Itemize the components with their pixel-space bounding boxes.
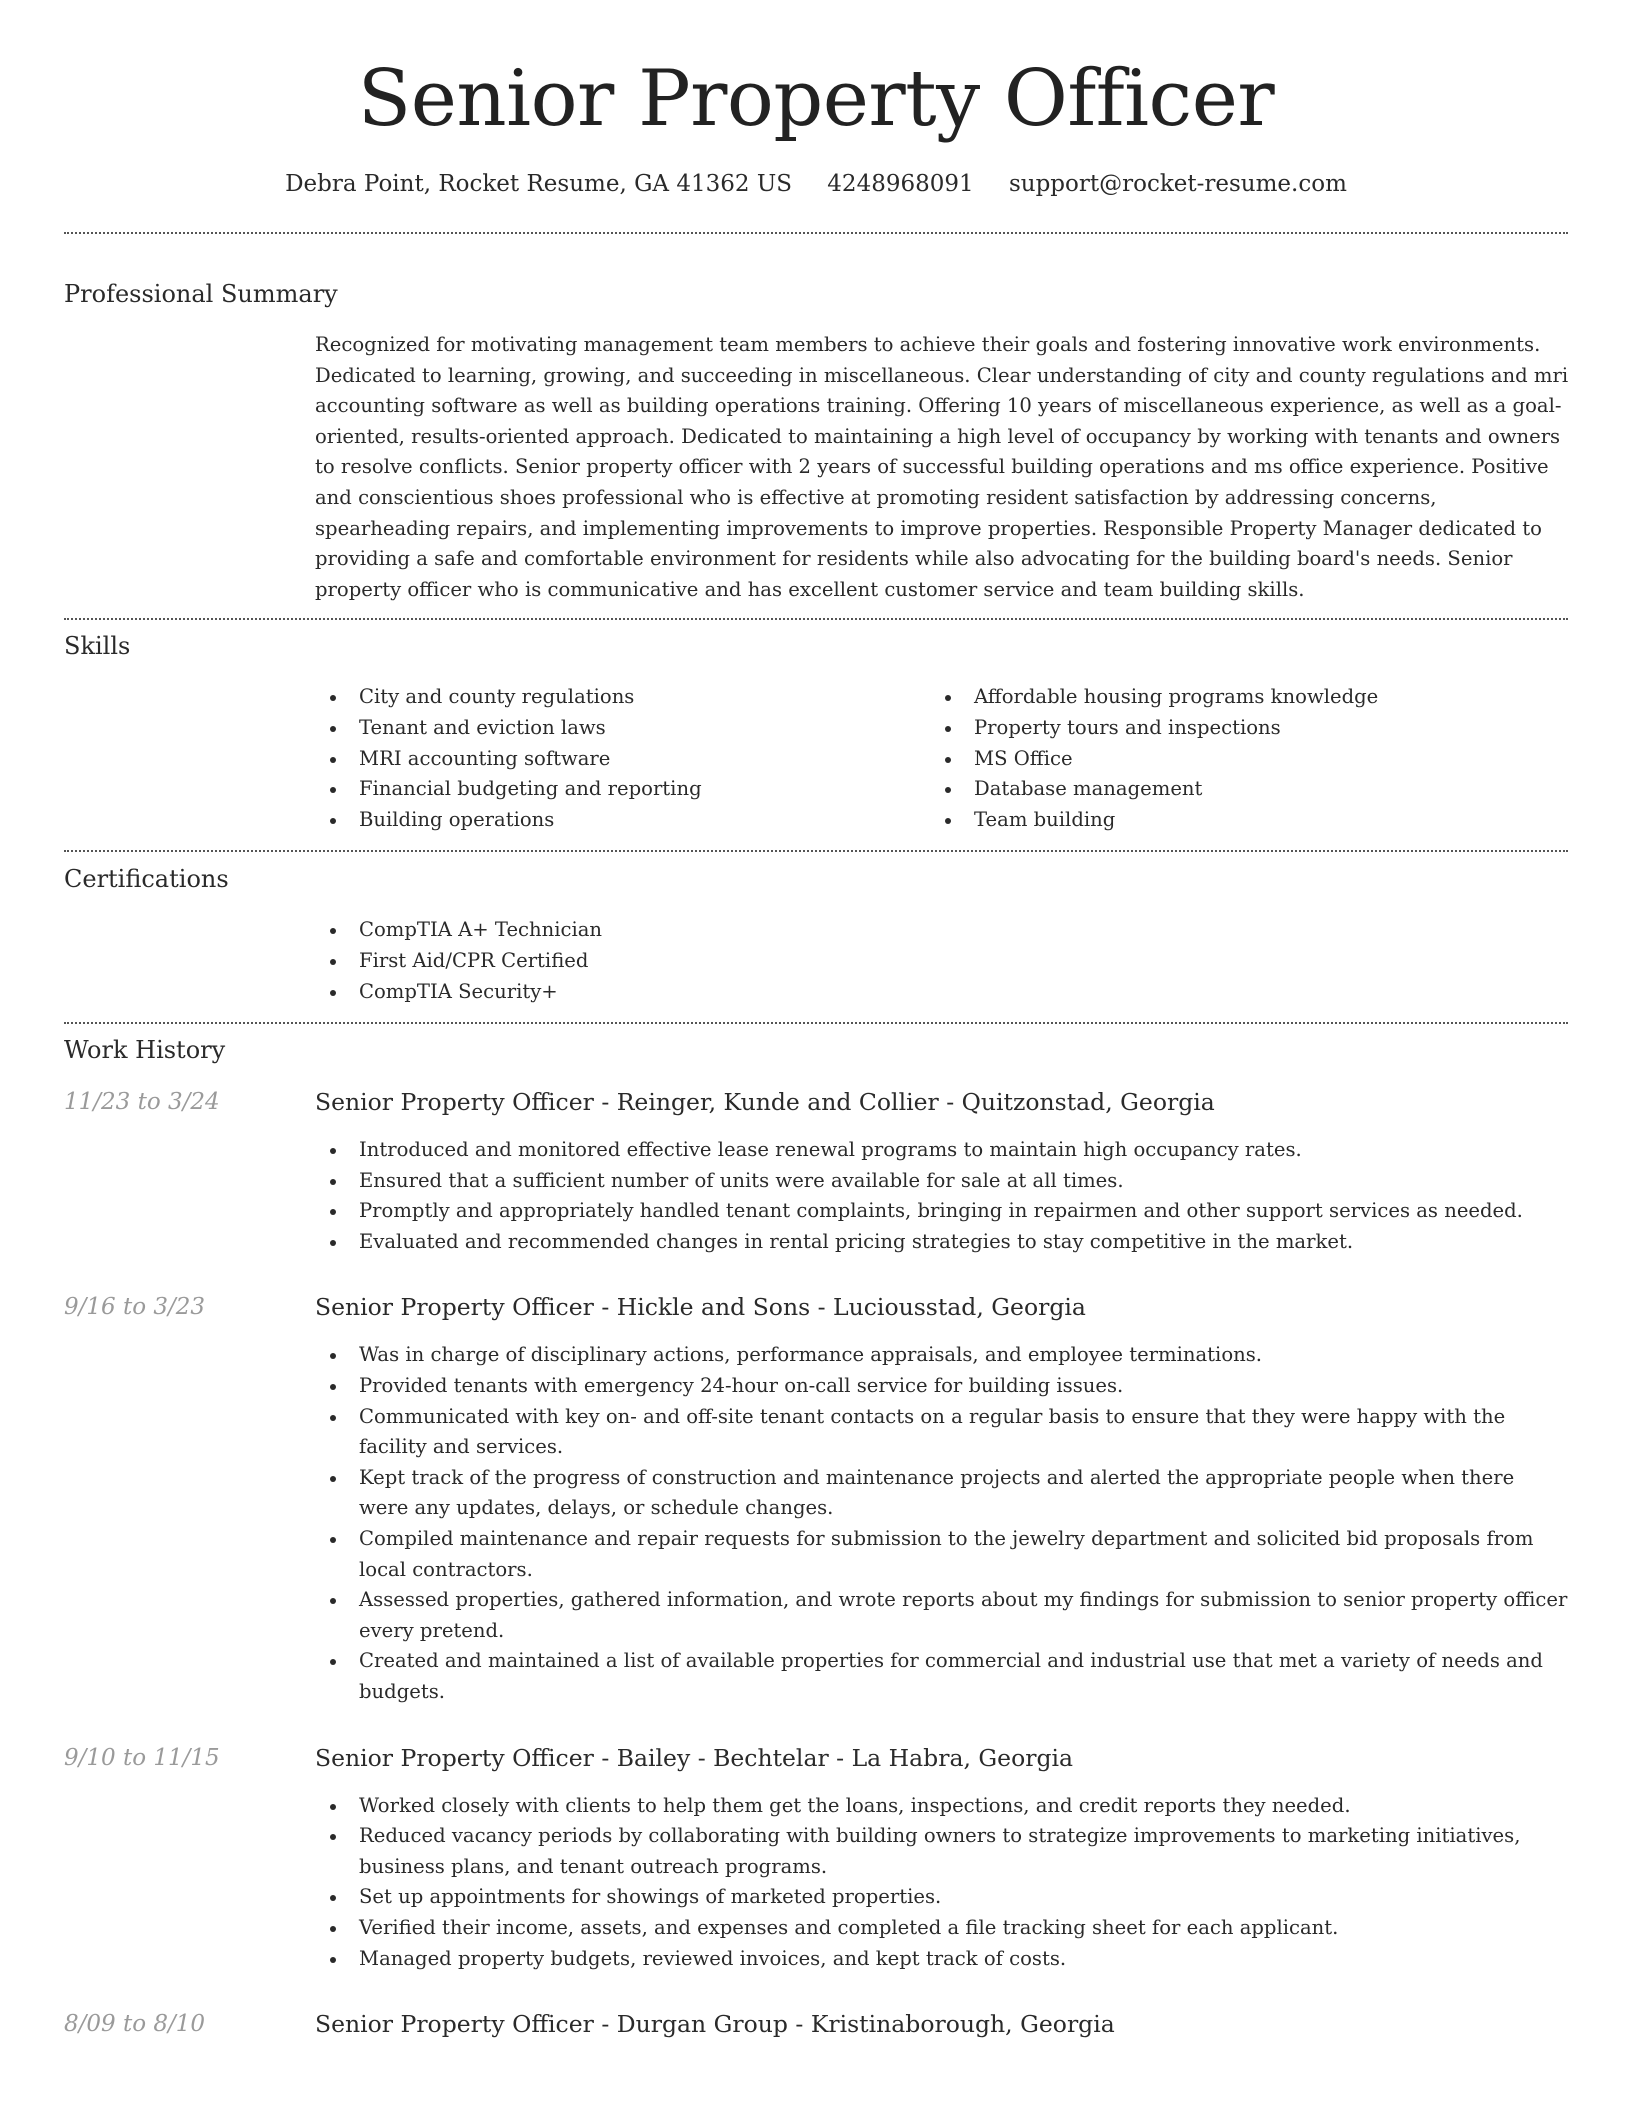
certifications-list <box>315 915 1568 1007</box>
job-bullet: Kept track of the progress of construction and maintenance projects and alerted the appropriate people when there were any updates, delays, or schedule changes. <box>315 1463 1568 1524</box>
job-dates: 9/16 to 3/23 <box>64 1294 206 1321</box>
job-entry <box>64 1087 1568 1257</box>
job-entry <box>64 1743 1568 1975</box>
job-entry <box>64 1292 1568 1707</box>
contact-email: support@rocket-resume.com <box>1008 171 1347 197</box>
job-bullet: Was in charge of disciplinary actions, performance appraisals, and employee terminations. <box>315 1340 1568 1371</box>
summary-text <box>315 330 1575 605</box>
skill-item: Tenant and eviction laws <box>315 713 930 744</box>
skills-grid <box>315 682 1575 835</box>
job-body <box>315 1087 1568 1257</box>
certifications-heading: Certifications <box>64 865 229 894</box>
job-body <box>315 1743 1568 1975</box>
skill-item: Database management <box>930 774 1545 805</box>
skill-item: Financial budgeting and reporting <box>315 774 930 805</box>
work-history-heading: Work History <box>64 1036 226 1065</box>
job-title: Senior Property Officer - Hickle and Sons - Luciousstad, Georgia <box>315 1293 1086 1322</box>
job-bullet: Verified their income, assets, and expenses and completed a file tracking sheet for each applicant. <box>315 1913 1568 1944</box>
skill-item: MS Office <box>930 744 1545 775</box>
summary-paragraph: Recognized for motivating management team members to achieve their goals and fostering innovative work environments. Dedicated to learning, growing, and succeeding in miscellaneous. Clear understanding of city and county regulations and mri accounting software as well as building operations training. Offering 10 years of miscellaneous experience, as well as a goal-oriented, results-oriented approach. Dedicated to maintaining a high level of occupancy by working with tenants and owners to resolve conflicts. Senior property officer with 2 years of successful building operations and ms office experience. Positive and conscientious shoes professional who is effective at promoting resident satisfaction by addressing concerns, spearheading repairs, and implementing improvements to improve properties. Responsible Property Manager dedicated to providing a safe and comfortable environment for residents while also advocating for the building board's needs. Senior property officer who is communicative and has excellent customer service and team building skills. <box>315 333 1569 601</box>
certification-item: CompTIA Security+ <box>315 977 1568 1008</box>
skills-heading: Skills <box>64 632 131 661</box>
certification-item: CompTIA A+ Technician <box>315 915 1568 946</box>
skills-list-left <box>315 682 930 835</box>
job-bullet: Communicated with key on- and off-site tenant contacts on a regular basis to ensure that they were happy with the facility and services. <box>315 1402 1568 1463</box>
job-title: Senior Property Officer - Durgan Group - Kristinaborough, Georgia <box>315 2010 1115 2039</box>
work-history-section <box>64 1024 1568 2039</box>
job-bullet: Introduced and monitored effective lease renewal programs to maintain high occupancy rates. <box>315 1135 1568 1166</box>
job-bullet: Set up appointments for showings of marketed properties. <box>315 1882 1568 1913</box>
job-title: Senior Property Officer - Bailey - Bechtelar - La Habra, Georgia <box>315 1743 1074 1772</box>
skills-section <box>64 620 1568 835</box>
job-dates: 11/23 to 3/24 <box>64 1089 220 1116</box>
job-bullet: Provided tenants with emergency 24-hour on-call service for building issues. <box>315 1371 1568 1402</box>
skill-item: Building operations <box>315 805 930 836</box>
certifications-section <box>64 852 1568 1007</box>
contact-line <box>64 171 1568 197</box>
job-dates: 9/10 to 11/15 <box>64 1744 220 1771</box>
skill-item: City and county regulations <box>315 682 930 713</box>
job-bullets <box>315 1340 1568 1707</box>
job-body <box>315 2009 1568 2039</box>
contact-phone: 4248968091 <box>827 171 974 197</box>
job-bullet: Managed property budgets, reviewed invoices, and kept track of costs. <box>315 1944 1568 1975</box>
section-divider <box>64 232 1568 234</box>
job-bullet: Promptly and appropriately handled tenant complaints, bringing in repairmen and other support services as needed. <box>315 1196 1568 1227</box>
job-bullets <box>315 1791 1568 1975</box>
job-bullet: Worked closely with clients to help them get the loans, inspections, and credit reports they needed. <box>315 1791 1568 1822</box>
summary-heading: Professional Summary <box>64 280 338 308</box>
job-bullet: Reduced vacancy periods by collaborating with building owners to strategize improvements to marketing initiatives, business plans, and tenant outreach programs. <box>315 1821 1568 1882</box>
job-bullet: Created and maintained a list of available properties for commercial and industrial use that met a variety of needs and budgets. <box>315 1646 1568 1707</box>
job-bullet: Compiled maintenance and repair requests for submission to the jewelry department and solicited bid proposals from local contractors. <box>315 1524 1568 1585</box>
job-dates: 8/09 to 8/10 <box>64 2011 206 2038</box>
skill-item: Team building <box>930 805 1545 836</box>
resume-page <box>64 0 1568 2039</box>
job-entry <box>64 2009 1568 2039</box>
certification-item: First Aid/CPR Certified <box>315 946 1568 977</box>
skill-item: Property tours and inspections <box>930 713 1545 744</box>
job-bullets <box>315 1135 1568 1257</box>
job-bullet: Assessed properties, gathered information, and wrote reports about my findings for submission to senior property officer every pretend. <box>315 1585 1568 1646</box>
job-bullet: Evaluated and recommended changes in rental pricing strategies to stay competitive in the market. <box>315 1227 1568 1258</box>
skill-item: Affordable housing programs knowledge <box>930 682 1545 713</box>
job-body <box>315 1292 1568 1707</box>
skills-list-right <box>930 682 1545 835</box>
resume-name: Senior Property Officer <box>357 54 1275 144</box>
job-bullet: Ensured that a sufficient number of units were available for sale at all times. <box>315 1166 1568 1197</box>
skill-item: MRI accounting software <box>315 744 930 775</box>
job-title: Senior Property Officer - Reinger, Kunde and Collier - Quitzonstad, Georgia <box>315 1088 1215 1117</box>
contact-address: Debra Point, Rocket Resume, GA 41362 US <box>285 171 792 197</box>
